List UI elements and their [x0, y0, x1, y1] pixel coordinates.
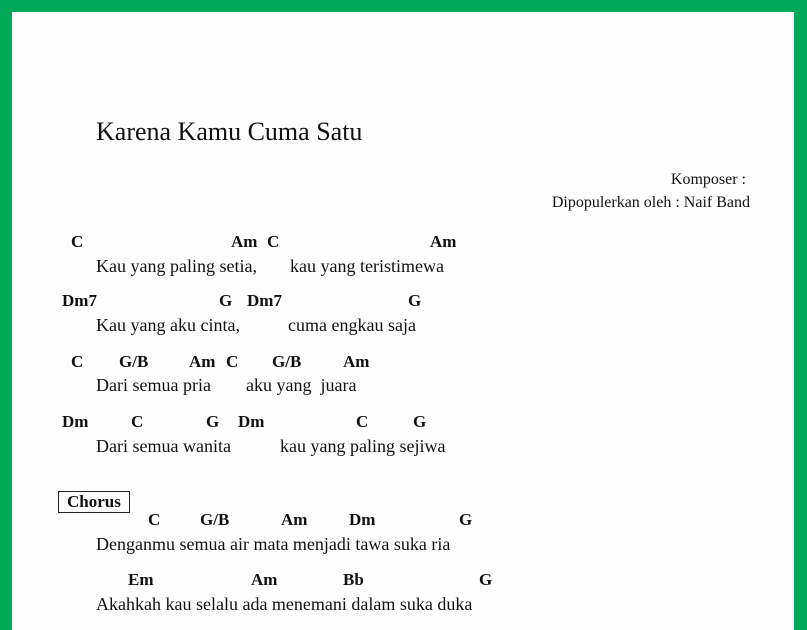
- document-page: [12, 12, 794, 630]
- chord: G: [219, 291, 233, 310]
- chord: Em: [128, 570, 154, 589]
- chord: G: [413, 412, 427, 431]
- chord: Am: [251, 570, 278, 589]
- chord: C: [71, 232, 84, 251]
- chord: Am: [430, 232, 457, 251]
- popularized-by: Dipopulerkan oleh : Naif Band: [551, 194, 750, 211]
- chord: C: [356, 412, 369, 431]
- song-title: Karena Kamu Cuma Satu: [96, 117, 363, 146]
- chord: Dm: [238, 412, 265, 431]
- lyric: kau yang teristimewa: [290, 256, 444, 276]
- chord: Dm: [349, 510, 376, 529]
- chord: Am: [231, 232, 258, 251]
- chord: Dm7: [62, 291, 97, 310]
- chord: C: [131, 412, 144, 431]
- chord: C: [71, 352, 84, 371]
- chord: G: [459, 510, 473, 529]
- lyric: Kau yang paling setia,: [96, 256, 257, 276]
- chord: C: [267, 232, 280, 251]
- chord: Am: [343, 352, 370, 371]
- chord: Bb: [343, 570, 364, 589]
- lyric: Dari semua wanita: [96, 436, 231, 456]
- lyric: kau yang paling sejiwa: [280, 436, 446, 456]
- composer-label: Komposer :: [670, 171, 746, 188]
- lyric: aku yang juara: [246, 375, 357, 395]
- lyric: Dari semua pria: [96, 375, 211, 395]
- chord: C: [148, 510, 161, 529]
- lyric: cuma engkau saja: [288, 315, 416, 335]
- chord: G/B: [200, 510, 230, 529]
- chorus-label: Chorus: [58, 491, 130, 513]
- chord: Dm: [62, 412, 89, 431]
- chord: Am: [281, 510, 308, 529]
- lyric: Akahkah kau selalu ada menemani dalam suka duka: [96, 594, 473, 614]
- chord: G: [206, 412, 220, 431]
- chord: C: [226, 352, 239, 371]
- chord: Am: [189, 352, 216, 371]
- chord: Dm7: [247, 291, 282, 310]
- lyric: Denganmu semua air mata menjadi tawa suka ria: [96, 534, 451, 554]
- chord: G/B: [272, 352, 302, 371]
- chord: G: [479, 570, 493, 589]
- lyric: Kau yang aku cinta,: [96, 315, 240, 335]
- chord: G/B: [119, 352, 149, 371]
- chord: G: [408, 291, 422, 310]
